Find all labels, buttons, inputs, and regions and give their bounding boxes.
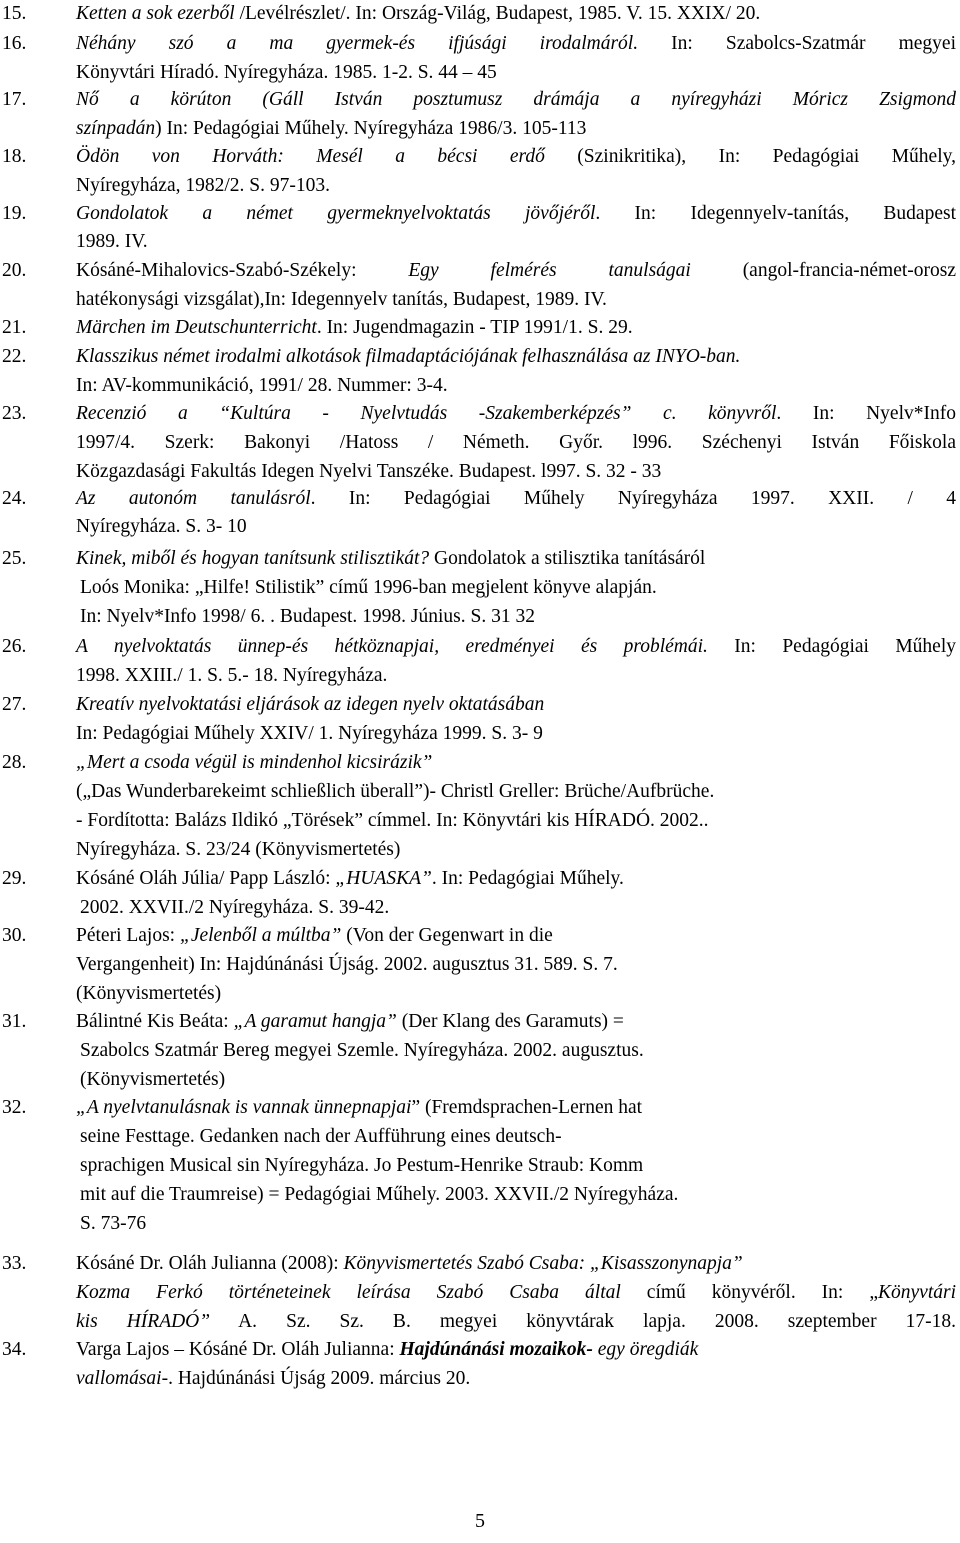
- text-segment: Néhány szó a ma gyermek-és ifjúsági irodalmáról.: [76, 33, 639, 54]
- entry-number: 27.: [2, 694, 27, 715]
- text-segment: színpadán: [76, 118, 156, 139]
- text-segment: egy öregdiák: [592, 1339, 699, 1360]
- entry-line: [76, 485, 956, 513]
- text-segment: Vergangenheit) In: Hajdúnánási Újság. 2002. augusztus 31. 589. S. 7.: [76, 954, 618, 975]
- entry-number: 16.: [2, 33, 27, 54]
- entry-line: [76, 662, 387, 690]
- entry-line: [76, 633, 956, 661]
- text-segment: (Szinikritika), In: Pedagógiai Műhely,: [544, 146, 956, 167]
- text-segment: Gondolatok a stilisztika tanításáról: [429, 548, 706, 569]
- text-segment: „A nyelvtanulásnak is vannak ünnepnapjai: [76, 1097, 412, 1118]
- entry-line: [76, 143, 956, 171]
- entry-line: [76, 30, 956, 58]
- text-segment: Könyvtári Híradó. Nyíregyháza. 1985. 1-2. S. 44 – 45: [76, 62, 497, 83]
- entry-number: 33.: [2, 1253, 27, 1274]
- entry-line: [76, 115, 586, 143]
- text-segment: Bálintné Kis Beáta:: [76, 1011, 234, 1032]
- entry-line: [76, 1308, 956, 1336]
- text-segment: 2002. XXVII./2 Nyíregyháza. S. 39-42.: [80, 897, 390, 918]
- entry-line: [76, 980, 221, 1008]
- text-segment: A nyelvoktatás ünnep-és hétköznapjai, eredményei és problémái.: [76, 636, 708, 657]
- entry-line: [76, 1008, 624, 1036]
- entry-line: [76, 257, 956, 285]
- text-segment: Gondolatok a német gyermeknyelvoktatás jövőjéről: [76, 203, 596, 224]
- entry-number: 19.: [2, 203, 27, 224]
- text-segment: Péteri Lajos:: [76, 925, 180, 946]
- text-segment: (angol-francia-német-orosz: [690, 260, 956, 281]
- entry-line: [76, 691, 544, 719]
- text-segment: Kósáné Oláh Júlia/ Papp László:: [76, 868, 336, 889]
- text-segment: . In: Pedagógiai Műhely Nyíregyháza 1997. XXII. / 4: [310, 488, 956, 509]
- entry-number: 34.: [2, 1339, 27, 1360]
- text-segment: Klasszikus német irodalmi alkotások filmadaptációjának felhasználása az INYO-ban.: [76, 346, 741, 367]
- entry-line: [76, 1279, 956, 1307]
- text-segment: S. 73-76: [80, 1213, 147, 1234]
- entry-line: [76, 513, 247, 541]
- entry-line: [80, 1152, 643, 1180]
- entry-line: [76, 200, 956, 228]
- entry-line: [76, 1094, 642, 1122]
- text-segment: Nyíregyháza, 1982/2. S. 97-103.: [76, 175, 330, 196]
- text-segment: „A garamut hangja”: [233, 1011, 397, 1032]
- page-number: 5: [475, 1510, 485, 1532]
- text-segment: . Hajdúnánási Újság 2009. március 20.: [168, 1368, 471, 1389]
- entry-number: 23.: [2, 403, 27, 424]
- entry-number: 18.: [2, 146, 27, 167]
- entry-line: [76, 314, 633, 342]
- entry-line: [76, 922, 553, 950]
- text-segment: Nyíregyháza. S. 23/24 (Könyvismertetés): [76, 839, 401, 860]
- text-segment: seine Festtage. Gedanken nach der Aufführung eines deutsch-: [80, 1126, 562, 1147]
- text-segment: Loós Monika: „Hilfe! Stilistik” című 1996-ban megjelent könyve alapján.: [80, 577, 657, 598]
- text-segment: (Könyvismertetés): [80, 1069, 226, 1090]
- entry-number: 15.: [2, 3, 27, 24]
- text-segment: Könyvtári: [878, 1282, 956, 1303]
- text-segment: . In: Idegennyelv-tanítás, Budapest: [595, 203, 956, 224]
- text-segment: 1989. IV.: [76, 231, 148, 252]
- entry-number: 29.: [2, 868, 27, 889]
- text-segment: vallomásai-: [76, 1368, 169, 1389]
- text-segment: Kósáné-Mihalovics-Szabó-Székely:: [76, 260, 409, 281]
- text-segment: (Der Klang des Garamuts) =: [396, 1011, 624, 1032]
- text-segment: ” (Fremdsprachen-Lernen hat: [411, 1097, 643, 1118]
- text-segment: című könyvéről. In: „: [620, 1282, 878, 1303]
- text-segment: „Mert a csoda végül is mindenhol kicsirázik”: [76, 752, 433, 773]
- entry-line: [76, 372, 448, 400]
- entry-line: [80, 574, 657, 602]
- text-segment: kis HÍRADÓ”: [76, 1311, 211, 1332]
- entry-line: [76, 286, 607, 314]
- text-segment: . In: Nyelv*Info: [776, 403, 956, 424]
- text-segment: sprachigen Musical sin Nyíregyháza. Jo Pestum-Henrike Straub: Komm: [80, 1155, 644, 1176]
- text-segment: Recenzió a “Kultúra - Nyelvtudás -Szakemberképzés” c. könyvről: [76, 403, 777, 424]
- entry-number: 28.: [2, 752, 27, 773]
- text-segment: - Fordította: Balázs Ildikó „Törések” címmel. In: Könyvtári kis HÍRADÓ. 2002..: [76, 810, 709, 831]
- text-segment: „HUASKA”: [335, 868, 432, 889]
- entry-number: 26.: [2, 636, 27, 657]
- entry-number: 20.: [2, 260, 27, 281]
- text-segment: Kreatív nyelvoktatási eljárások az idegen nyelv oktatásában: [76, 694, 545, 715]
- text-segment: („Das Wunderbarekeimt schließlich überall”)- Christl Greller: Brüche/Aufbrüche.: [76, 781, 715, 802]
- entry-line: [76, 1250, 743, 1278]
- entry-line: [80, 603, 535, 631]
- text-segment: 1997/4. Szerk: Bakonyi /Hatoss / Németh. Győr. l996. Széchenyi István Főiskola: [76, 432, 956, 453]
- entry-line: [76, 429, 956, 457]
- entry-line: [80, 1181, 678, 1209]
- text-segment: . In: Jugendmagazin - TIP 1991/1. S. 29.: [316, 317, 633, 338]
- text-segment: Ödön von Horváth: Mesél a bécsi erdő: [76, 146, 545, 167]
- entry-line: [76, 836, 400, 864]
- entry-number: 30.: [2, 925, 27, 946]
- entry-number: 17.: [2, 89, 27, 110]
- text-segment: Nyíregyháza. S. 3- 10: [76, 516, 247, 537]
- entry-line: [76, 545, 705, 573]
- entry-line: [76, 778, 714, 806]
- text-segment: 1998. XXIII./ 1. S. 5.- 18. Nyíregyháza.: [76, 665, 388, 686]
- entry-number: 22.: [2, 346, 27, 367]
- text-segment: . In: Pedagógiai Műhely.: [431, 868, 624, 889]
- entry-number: 21.: [2, 317, 27, 338]
- entry-line: [76, 172, 330, 200]
- entry-number: 31.: [2, 1011, 27, 1032]
- entry-line: [76, 59, 497, 87]
- text-segment: A. Sz. Sz. B. megyei könyvtárak lapja. 2008. szeptember 17-18.: [210, 1311, 956, 1332]
- text-segment: Ketten a sok ezerből: [76, 3, 240, 24]
- text-segment: Hajdúnánási mozaikok-: [399, 1339, 593, 1360]
- entry-line: [80, 1037, 644, 1065]
- entry-number: 24.: [2, 488, 27, 509]
- entry-line: [76, 749, 432, 777]
- entry-number: 25.: [2, 548, 27, 569]
- entry-line: [76, 951, 618, 979]
- text-segment: hatékonysági vizsgálat),In: Idegennyelv tanítás, Budapest, 1989. IV.: [76, 289, 607, 310]
- entry-line: [80, 1210, 146, 1238]
- text-segment: In: Pedagógiai Műhely: [707, 636, 957, 657]
- text-segment: (Könyvismertetés): [76, 983, 222, 1004]
- text-segment: Közgazdasági Fakultás Idegen Nyelvi Tanszéke. Budapest. l997. S. 32 - 33: [76, 461, 662, 482]
- entry-line: [76, 400, 956, 428]
- text-segment: In: AV-kommunikáció, 1991/ 28. Nummer: 3-4.: [76, 375, 448, 396]
- text-segment: „Jelenből a múltba”: [179, 925, 342, 946]
- entry-line: [80, 894, 389, 922]
- text-segment: In: Pedagógiai Műhely XXIV/ 1. Nyíregyháza 1999. S. 3- 9: [76, 723, 543, 744]
- text-segment: In: Nyelv*Info 1998/ 6. . Budapest. 1998. Június. S. 31 32: [80, 606, 535, 627]
- entry-line: [76, 807, 709, 835]
- text-segment: Könyvismertetés Szabó Csaba: „Kisasszonynapja”: [343, 1253, 743, 1274]
- text-segment: Kozma Ferkó történeteinek leírása Szabó Csaba által: [76, 1282, 621, 1303]
- entry-line: [76, 720, 543, 748]
- text-segment: Egy felmérés tanulságai: [408, 260, 691, 281]
- text-segment: ) In: Pedagógiai Műhely. Nyíregyháza 1986/3. 105-113: [155, 118, 587, 139]
- entry-line: [76, 0, 760, 28]
- entry-line: [76, 228, 148, 256]
- text-segment: Nő a körúton (Gáll István posztumusz drámája a nyíregyházi Móricz Zsigmond: [76, 89, 956, 110]
- text-segment: Kinek, miből és hogyan tanítsunk stilisztikát?: [76, 548, 430, 569]
- text-segment: In: Szabolcs-Szatmár megyei: [638, 33, 957, 54]
- text-segment: mit auf die Traumreise) = Pedagógiai Műhely. 2003. XXVII./2 Nyíregyháza.: [80, 1184, 679, 1205]
- entry-line: [76, 86, 956, 114]
- entry-number: 32.: [2, 1097, 27, 1118]
- text-segment: Szabolcs Szatmár Bereg megyei Szemle. Nyíregyháza. 2002. augusztus.: [80, 1040, 644, 1061]
- entry-line: [80, 1123, 562, 1151]
- text-segment: Kósáné Dr. Oláh Julianna (2008):: [76, 1253, 344, 1274]
- text-segment: Märchen im Deutschunterricht: [76, 317, 317, 338]
- text-segment: Varga Lajos – Kósáné Dr. Oláh Julianna:: [76, 1339, 400, 1360]
- text-segment: (Von der Gegenwart in die: [341, 925, 553, 946]
- entry-line: [76, 1336, 698, 1364]
- text-segment: Az autonóm tanulásról: [76, 488, 311, 509]
- text-segment: /Levélrészlet/. In: Ország-Világ, Budapest, 1985. V. 15. XXIX/ 20.: [239, 3, 761, 24]
- entry-line: [76, 458, 661, 486]
- entry-line: [76, 343, 740, 371]
- entry-line: [80, 1066, 225, 1094]
- entry-line: [76, 1365, 470, 1393]
- entry-line: [76, 865, 624, 893]
